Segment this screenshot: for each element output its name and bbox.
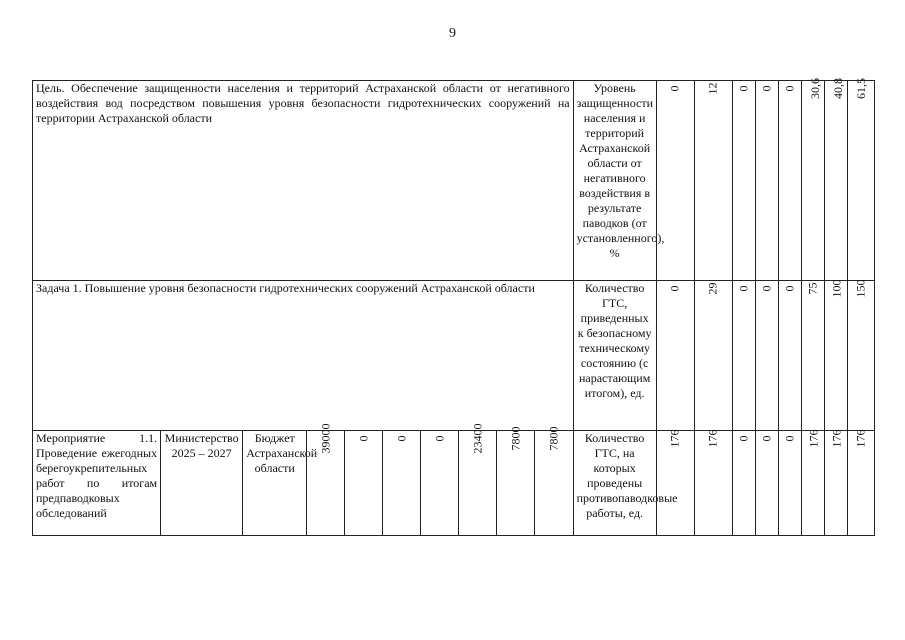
finance-value-6: 7800 <box>497 431 535 536</box>
finance-value-7: 7800 <box>535 431 573 536</box>
task-value-3: 0 <box>732 281 755 431</box>
goal-indicator: Уровень защищенности населения и территорий Астраханской области от негативного воздействия в результате паводков (от установленного), % <box>573 81 656 281</box>
goal-value-8: 61,5 <box>847 81 874 281</box>
goal-text: Цель. Обеспечение защищенности населения и территорий Астраханской области от негативного воздействия вод посредством повышения уровня безопасности гидротехнических сооружений на территории Астраханской области <box>33 81 574 281</box>
task-value-6: 75 <box>801 281 824 431</box>
finance-value-3: 0 <box>383 431 421 536</box>
finance-value-2: 0 <box>345 431 383 536</box>
goal-value-7: 40,8 <box>824 81 847 281</box>
activity-indicator: Количество ГТС, на которых проведены противопаводковые работы, ед. <box>573 431 656 536</box>
goal-row <box>33 81 875 281</box>
finance-value-5: 23400 <box>459 431 497 536</box>
task-text: Задача 1. Повышение уровня безопасности гидротехнических сооружений Астраханской области <box>33 281 574 431</box>
activity-value-1: 176 <box>656 431 694 536</box>
activity-source: Бюджет Астраханской области <box>243 431 307 536</box>
activity-value-6: 176 <box>801 431 824 536</box>
goal-value-4: 0 <box>755 81 778 281</box>
activity-row <box>33 431 875 536</box>
goal-value-2: 12 <box>694 81 732 281</box>
activity-value-2: 176 <box>694 431 732 536</box>
goal-value-1: 0 <box>656 81 694 281</box>
goal-value-5: 0 <box>778 81 801 281</box>
activity-executor: Министерство 2025 – 2027 <box>161 431 243 536</box>
activity-name: Мероприятие 1.1. Проведение ежегодных берегоукрепительных работ по итогам предпаводковых обследований <box>33 431 161 536</box>
program-table <box>32 80 875 536</box>
activity-value-3: 0 <box>732 431 755 536</box>
goal-value-3: 0 <box>732 81 755 281</box>
task-value-7: 100 <box>824 281 847 431</box>
goal-value-6: 30,6 <box>801 81 824 281</box>
task-value-1: 0 <box>656 281 694 431</box>
activity-value-5: 0 <box>778 431 801 536</box>
task-value-5: 0 <box>778 281 801 431</box>
activity-value-7: 176 <box>824 431 847 536</box>
activity-value-8: 176 <box>847 431 874 536</box>
task-value-4: 0 <box>755 281 778 431</box>
finance-value-4: 0 <box>421 431 459 536</box>
task-value-8: 150 <box>847 281 874 431</box>
finance-value-1: 39000 <box>307 431 345 536</box>
task-indicator: Количество ГТС, приведенных к безопасному техническому состоянию (с нарастающим итогом), ед. <box>573 281 656 431</box>
activity-value-4: 0 <box>755 431 778 536</box>
page-number: 9 <box>449 26 456 41</box>
task-value-2: 29 <box>694 281 732 431</box>
task-row <box>33 281 875 431</box>
